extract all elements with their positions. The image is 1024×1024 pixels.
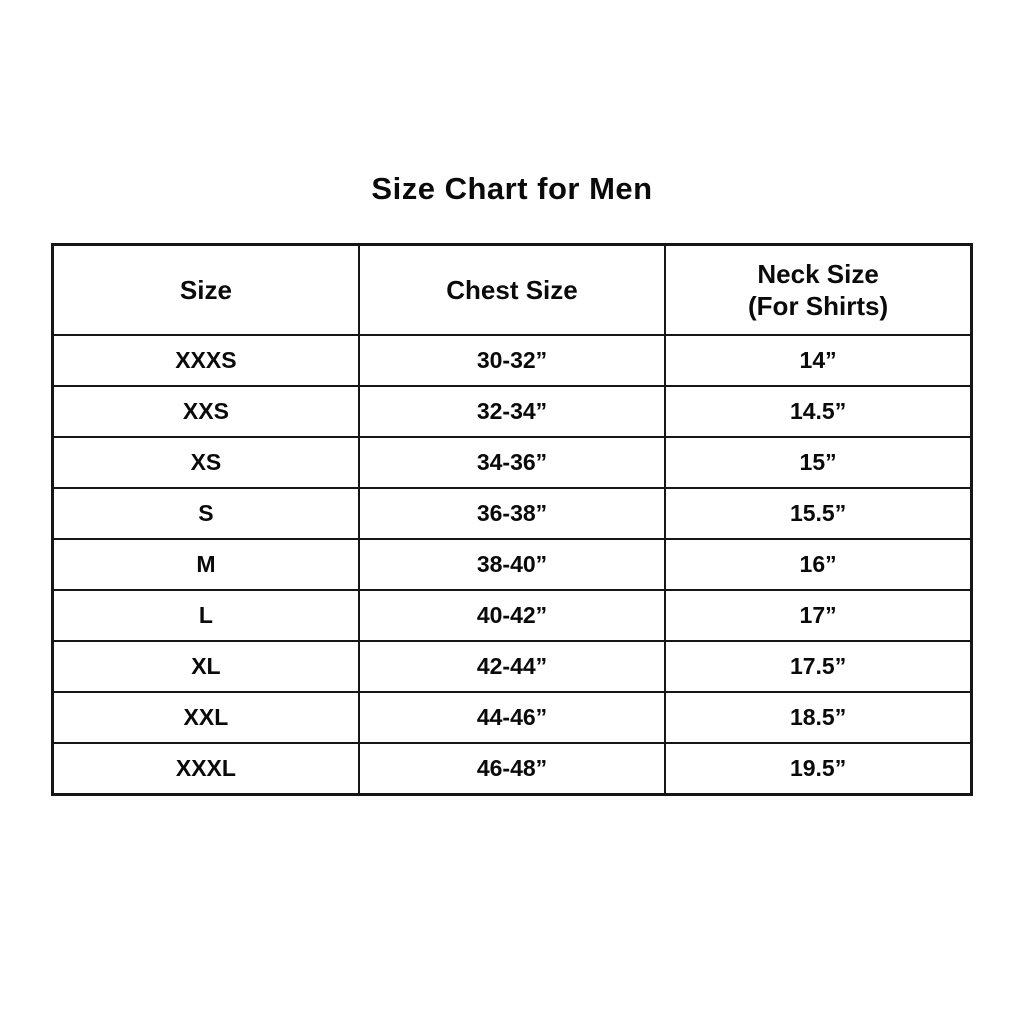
cell-chest-size: 46-48” — [359, 743, 665, 795]
table-row — [53, 743, 972, 795]
cell-size: S — [53, 488, 359, 539]
cell-neck-size: 19.5” — [665, 743, 971, 795]
cell-chest-size: 40-42” — [359, 590, 665, 641]
column-header-neck-size-label: Neck Size — [757, 258, 879, 289]
cell-size: M — [53, 539, 359, 590]
table-body — [53, 335, 972, 795]
column-header-neck-size-sublabel: (For Shirts) — [748, 291, 889, 321]
size-chart-table — [51, 243, 973, 796]
header-row — [53, 245, 972, 336]
table-row — [53, 335, 972, 386]
cell-chest-size: 34-36” — [359, 437, 665, 488]
cell-size: L — [53, 590, 359, 641]
cell-neck-size: 17.5” — [665, 641, 971, 692]
table-row — [53, 692, 972, 743]
table-row — [53, 590, 972, 641]
cell-chest-size: 42-44” — [359, 641, 665, 692]
table-row — [53, 641, 972, 692]
table-row — [53, 539, 972, 590]
cell-size: XXS — [53, 386, 359, 437]
column-header-size — [53, 245, 359, 336]
column-header-size-label: Size — [179, 274, 232, 305]
cell-chest-size: 36-38” — [359, 488, 665, 539]
table-header — [53, 245, 972, 336]
cell-chest-size: 38-40” — [359, 539, 665, 590]
cell-chest-size: 30-32” — [359, 335, 665, 386]
cell-neck-size: 15.5” — [665, 488, 971, 539]
table-row — [53, 437, 972, 488]
cell-size: XS — [53, 437, 359, 488]
page-title: Size Chart for Men — [371, 171, 653, 206]
table-row — [53, 386, 972, 437]
cell-neck-size: 15” — [665, 437, 971, 488]
column-header-chest-size — [359, 245, 665, 336]
column-header-chest-size-label: Chest Size — [446, 274, 578, 305]
cell-neck-size: 17” — [665, 590, 971, 641]
cell-size: XL — [53, 641, 359, 692]
cell-chest-size: 44-46” — [359, 692, 665, 743]
cell-size: XXL — [53, 692, 359, 743]
cell-size: XXXS — [53, 335, 359, 386]
cell-chest-size: 32-34” — [359, 386, 665, 437]
column-header-neck-size — [665, 245, 971, 336]
cell-neck-size: 18.5” — [665, 692, 971, 743]
cell-neck-size: 14” — [665, 335, 971, 386]
cell-size: XXXL — [53, 743, 359, 795]
cell-neck-size: 16” — [665, 539, 971, 590]
cell-neck-size: 14.5” — [665, 386, 971, 437]
table-row — [53, 488, 972, 539]
